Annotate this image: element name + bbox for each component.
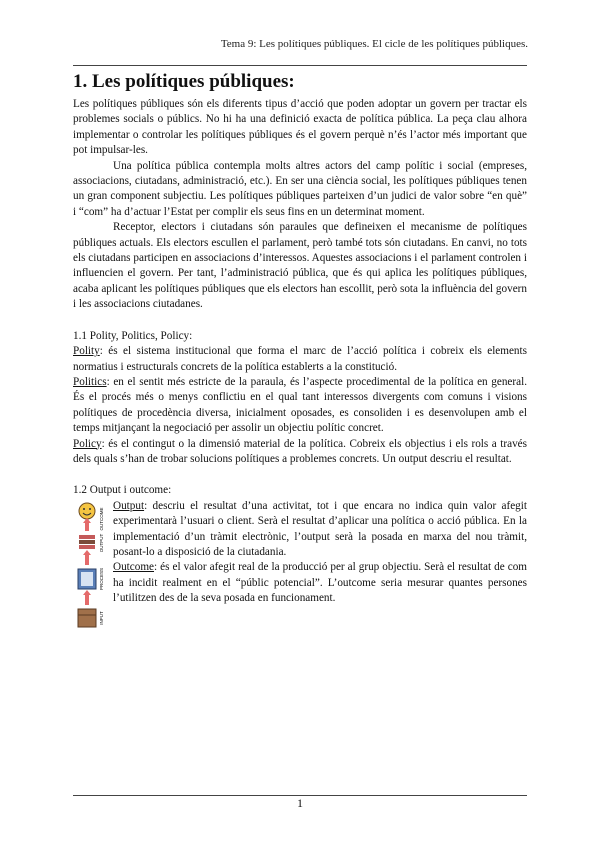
term-output: Output [113,499,145,512]
page-header: Tema 9: Les polítiques públiques. El cicle de les polítiques públiques. [220,38,528,50]
page-number: 1 [297,796,303,810]
term-policy: Policy [73,437,102,450]
definition-politics: Politics: en el sentit més estricte de la paraula, és l’aspecte procedimental de la política en general. És el procés més o menys conflictiu en el qual tant interessos divergents com comuns i visions polítiques de procedència diversa, inicialment oposades, es consoliden i es desenvolupen amb el temps mitjançant la negociació per assolir un objectiu polític concret. [73,375,527,435]
diagram-label-input: INPUT [99,611,104,625]
term-politics: Politics [73,375,107,388]
definition-policy: Policy: és el contingut o la dimensió material de la política. Cobreix els objectius i els rols a través dels quals s’han de trobar solucions polítiques a problemes concrets. Un output descriu el resultat. [73,437,527,465]
section-title: 1. Les polítiques públiques: [73,71,295,92]
subsection-heading-1: 1.1 Polity, Politics, Policy: [73,329,193,342]
process-icon [78,569,96,589]
input-box-icon [78,609,96,627]
term-polity: Polity [73,345,100,358]
definition-output: Output: descriu el resultat d’una activitat, tot i que encara no indica quin valor afegit experimentarà l’usuari o client. Serà el resultat d’aplicar una política o acció pública. En la implementació d’un tràmit electrònic, l’output serà la posada en marxa del nou tràmit, posant-lo a disposició de la ciutadania. [113,499,527,558]
paragraph-3: Receptor, electors i ciutadans són paraules que defineixen el mecanisme de polítiques públiques actuals. Els electors escullen el parlament, però també tots són ciutadans. En canvi, no tots els ciutadans participen en associacions d’interessos. Aquestes associacions i el parlament controlen i influencien el govern. Per tant, l’administració pública, que és qui aplica les polítiques públiques, acaba aplicant les polítiques públiques que els electors han escollit, però sota la influència del govern i les associacions ciutadanes. [73,221,527,311]
definition-polity: Polity: és el sistema institucional que forma el marc de l’acció política i cobreix els elements normatius i estructurals concrets de la política establerts a la constitució. [73,345,527,373]
paragraph-1: Les polítiques públiques són els diferents tipus d’acció que poden adoptar un govern per tractar els problemes socials o públics. No hi ha una definició exacta de política pública. La peça clau alhora implementar o controlar les polítiques públiques és el govern perquè n’és l’actor més important que pot impulsar-les. [73,98,527,157]
diagram-label-outcome: OUTCOME [99,507,104,531]
definition-outcome: Outcome: és el valor afegit real de la producció per al grup objectiu. Serà el resultat de com ha incidit realment en el “públic potencial”. L’outcome seria mesurar quantes persones l’utilitzen des de la seva posada en funcionament. [113,561,527,605]
smiley-icon [79,503,95,519]
output-outcome-block [73,499,527,625]
input-process-output-outcome-diagram [73,499,109,639]
stack-icon [79,535,95,549]
header-rule [73,65,527,66]
subsection-heading-2: 1.2 Output i outcome: [73,484,172,497]
diagram-label-output: OUTPUT [99,533,104,552]
diagram-label-process: PROCESS [99,567,104,590]
term-outcome: Outcome [113,561,155,574]
paragraph-2: Una política pública contempla molts altres actors del camp polític i social (empreses, associacions, ciutadans, administració, etc.). En ser una ciència social, les polítiques públiques tenen un gran component subjectiu. Les polítiques públiques parteixen d’un judici de valor sobre “en què” i “com” ha d’actuar l’Estat per complir els seus fins en un determinat moment. [73,159,527,218]
document-body [73,70,527,625]
